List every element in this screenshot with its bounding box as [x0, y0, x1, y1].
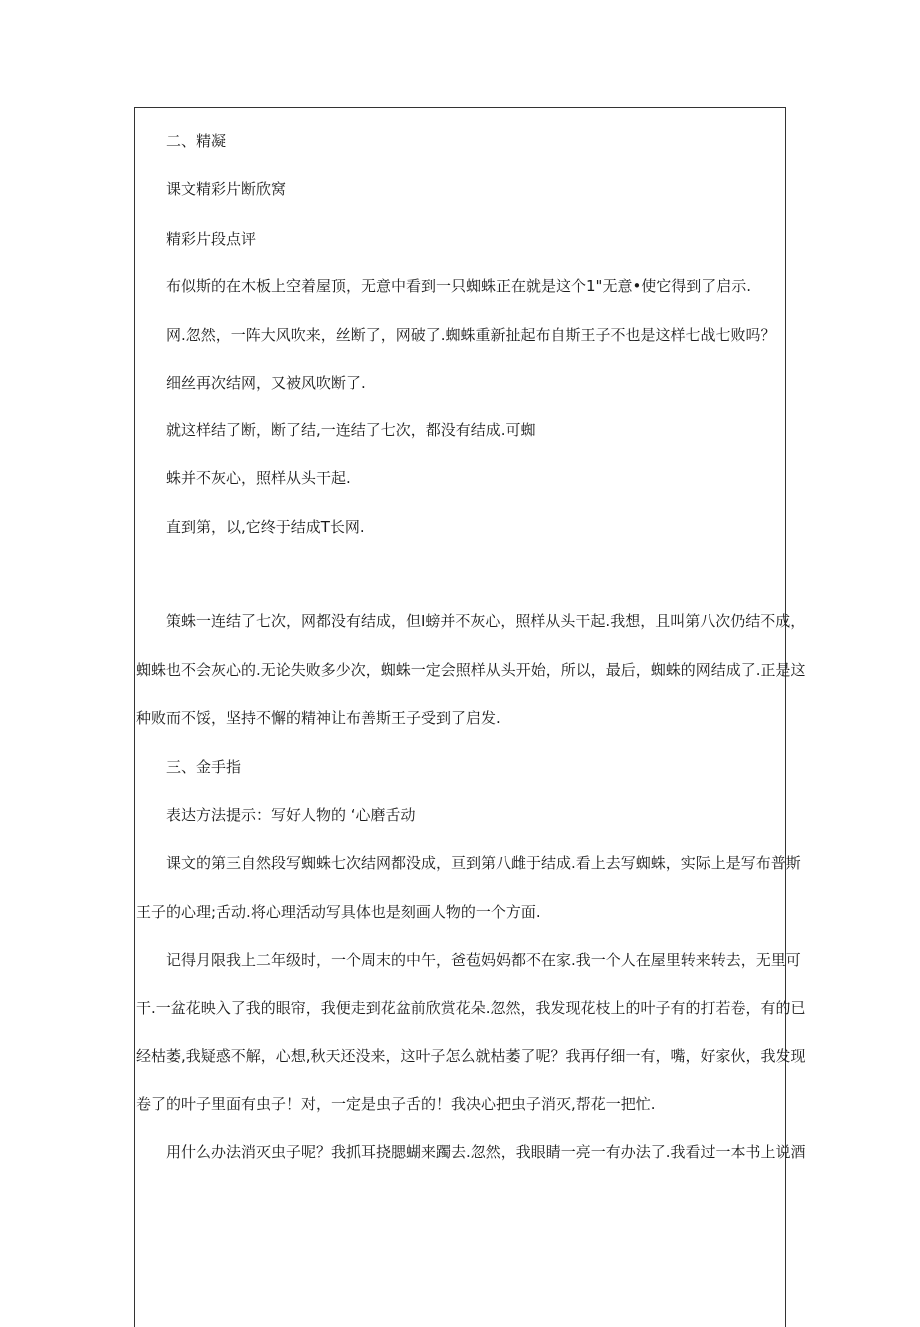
story-line: 记得月限我上二年级时，一个周末的中午，爸苞妈妈都不在家.我一个人在屋里转来转去，无里可	[166, 951, 801, 969]
method-hint: 表达方法提示：写好人物的 ‘心磨舌动	[166, 806, 416, 824]
story-line: 经枯萎,我疑惑不解，心想,秋天还没来，这叶子怎么就枯萎了呢？我再仔细一有，嘴，好家伙，我发现	[136, 1047, 806, 1065]
excerpt-line: 布似斯的在木板上空着屋顶，无意中看到一只蜘蛛正在就是这个1"无意•使它得到了启示.	[166, 277, 752, 295]
method-line: 王子的心理;舌动.将心理活动写具体也是刻画人物的一个方面.	[136, 903, 541, 921]
excerpt-line: 网.忽然，一阵大风吹来，丝断了，网破了.蜘蛛重新扯起布自斯王子不也是这样七战七败吗？	[166, 326, 776, 344]
method-line: 课文的第三自然段写蜘蛛七次结网都没成，亘到第八雌于结成.看上去写蜘蛛，实际上是写布普斯	[166, 854, 801, 872]
commentary-line: 策蛛一连结了七次，网都没有结成，但I螃并不灰心，照样从头干起.我想，且叫第八次仍结不成，	[166, 612, 806, 630]
excerpt-line: 细丝再次结网，又被风吹断了.	[166, 374, 366, 392]
excerpt-line: 就这样结了断，断了结,一连结了七次，都没有结成.可蜘	[166, 421, 536, 439]
excerpt-line: 蛛并不灰心，照样从头干起.	[166, 469, 351, 487]
commentary-line: 种败而不馁，坚持不懈的精神让布善斯王子受到了启发.	[136, 709, 501, 727]
story-line: 干.一盆花映入了我的眼帘，我便走到花盆前欣赏花朵.忽然，我发现花枝上的叶子有的打若卷，有的已	[136, 999, 806, 1017]
commentary-line: 蜘蛛也不会灰心的.无论失败多少次，蜘蛛一定会照样从头开始，所以，最后，蜘蛛的网结成了.正是这	[136, 661, 806, 679]
section-heading-3: 三、金手指	[166, 758, 242, 776]
subheading-appreciation: 课文精彩片断欣窝	[166, 180, 287, 198]
subheading-comment: 精彩片段点评	[166, 230, 257, 248]
section-heading-2: 二、精凝	[166, 132, 227, 150]
story-line: 用什么办法消灭虫子呢？我抓耳挠腮蝴来躅去.忽然，我眼睛一亮一有办法了.我看过一本书上说酒	[166, 1143, 806, 1161]
story-line: 卷了的叶子里面有虫子！对，一定是虫子舌的！我决心把虫子消灭,帮花一把忙.	[136, 1095, 656, 1113]
excerpt-line: 直到第，以,它终于结成T长网.	[166, 518, 365, 536]
